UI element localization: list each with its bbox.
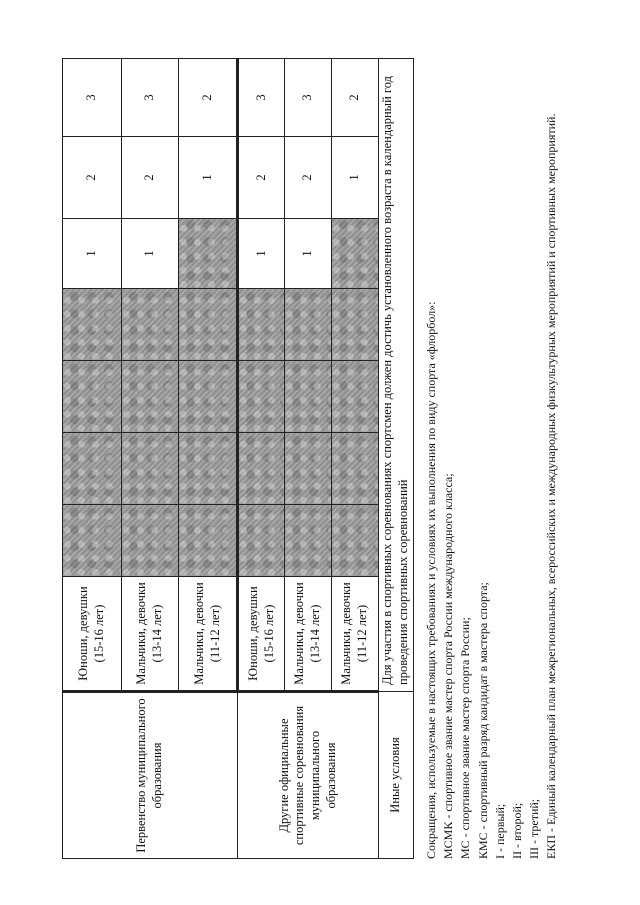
- value-cell: 1: [285, 219, 332, 289]
- value-cell: [332, 219, 379, 289]
- shaded-cell: [285, 433, 332, 505]
- legend-item: МС - спортивное звание мастер спорта России;: [458, 617, 473, 859]
- legend-item: МСМК - спортивное звание мастер спорта России международного класса;: [441, 473, 456, 859]
- value-cell: 3: [122, 59, 179, 137]
- value-cell: 1: [122, 219, 179, 289]
- age-group-cell: Мальчики, девочки (13-14 лет): [285, 577, 332, 692]
- value-cell: 2: [122, 137, 179, 219]
- value-cell: 1: [179, 137, 238, 219]
- shaded-cell: [285, 289, 332, 361]
- shaded-cell: [122, 433, 179, 505]
- shaded-cell: [122, 289, 179, 361]
- value-cell: 1: [63, 219, 122, 289]
- shaded-cell: [179, 505, 238, 577]
- value-cell: 3: [238, 59, 285, 137]
- shaded-cell: [332, 289, 379, 361]
- shaded-cell: [63, 361, 122, 433]
- category-cell: Другие официальные спортивные соревнования муниципального образования: [238, 692, 379, 859]
- legend-item: II - второй;: [510, 802, 525, 859]
- legend-item: III - третий;: [527, 798, 542, 859]
- value-cell: 2: [63, 137, 122, 219]
- other-conditions-text: Для участия в спортивных соревнованиях спортсмен должен достичь установленного возраста в календарный год проведения спортивных соревнований: [379, 59, 414, 692]
- shaded-cell: [179, 289, 238, 361]
- value-cell: 3: [285, 59, 332, 137]
- age-group-cell: Мальчики, девочки (11-12 лет): [332, 577, 379, 692]
- shaded-cell: [332, 361, 379, 433]
- table-row: [63, 59, 122, 859]
- shaded-cell: [285, 361, 332, 433]
- shaded-cell: [238, 361, 285, 433]
- age-group-cell: Мальчики, девочки (13-14 лет): [122, 577, 179, 692]
- age-group-cell: Мальчики, девочки (11-12 лет): [179, 577, 238, 692]
- category-cell: Первенство муниципального образования: [63, 692, 238, 859]
- value-cell: 2: [179, 59, 238, 137]
- age-group-cell: Юноши, девушки (15-16 лет): [238, 577, 285, 692]
- legend-item: ЕКП - Единый календарный план межрегиональных, всероссийских и международных физкультурных мероприятий и спортивных мероприятий.: [544, 113, 559, 859]
- value-cell: 1: [238, 219, 285, 289]
- legend-item: I - первый;: [492, 803, 507, 859]
- table-row: [238, 59, 285, 859]
- legend-item: КМС - спортивный разряд кандидат в мастера спорта;: [475, 582, 490, 859]
- value-cell: 3: [63, 59, 122, 137]
- shaded-cell: [179, 433, 238, 505]
- other-conditions-label: Иные условия: [379, 692, 414, 859]
- legend-intro: Сокращения, используемые в настоящих требованиях и условиях их выполнения по виду спорта «флорбол»:: [424, 301, 438, 859]
- value-cell: 2: [332, 59, 379, 137]
- shaded-cell: [332, 505, 379, 577]
- value-cell: 2: [238, 137, 285, 219]
- shaded-cell: [238, 289, 285, 361]
- shaded-cell: [122, 505, 179, 577]
- shaded-cell: [63, 433, 122, 505]
- shaded-cell: [179, 361, 238, 433]
- requirements-table: [62, 58, 414, 859]
- value-cell: 2: [285, 137, 332, 219]
- shaded-cell: [122, 361, 179, 433]
- shaded-cell: [238, 433, 285, 505]
- shaded-cell: [238, 505, 285, 577]
- value-cell: [179, 219, 238, 289]
- abbreviations-legend: [423, 39, 561, 859]
- shaded-cell: [63, 505, 122, 577]
- shaded-cell: [63, 289, 122, 361]
- value-cell: 1: [332, 137, 379, 219]
- age-group-cell: Юноши, девушки (15-16 лет): [63, 577, 122, 692]
- shaded-cell: [332, 433, 379, 505]
- shaded-cell: [285, 505, 332, 577]
- table-row: [379, 59, 414, 859]
